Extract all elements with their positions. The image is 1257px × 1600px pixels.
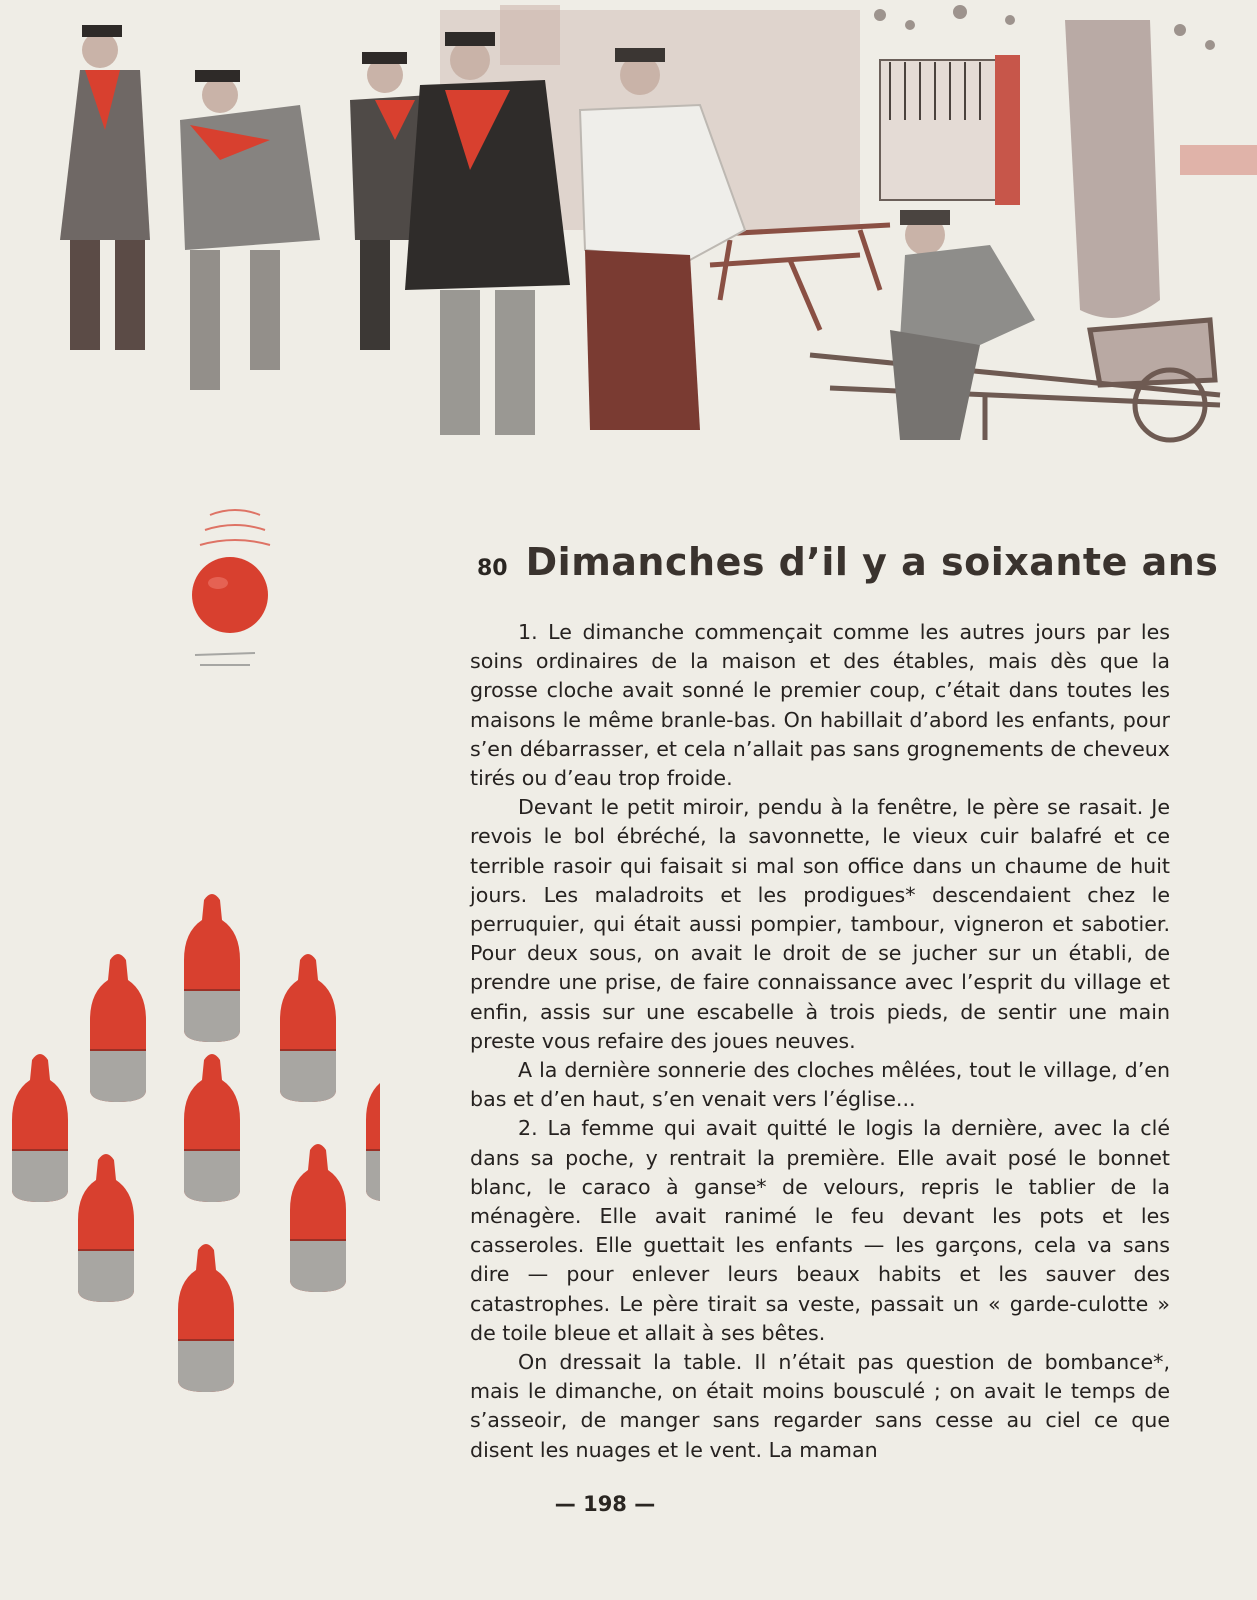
paragraph: A la dernière sonnerie des cloches mêlées, tout le village, d’en bas et d’en haut, s’en venait vers l’église...: [470, 1058, 1170, 1112]
paragraph: 2. La femme qui avait quitté le logis la dernière, avec la clé dans sa poche, y rentrait la première. Elle avait posé le bonnet blanc, le caraco à ganse* de velours, repris le tablier de la ménagère. Elle avait ranimé le feu devant les pots et les casseroles. Elle guettait les enfants — les garçons, cela va sans dire — pour enlever leurs beaux habits et les sauver des catastrophes. Le père tirait sa veste, passait un « garde-culotte » de toile bleue et allait à ses bêtes.: [470, 1116, 1170, 1345]
lesson-heading: [477, 540, 1219, 600]
lesson-number: 80: [477, 556, 508, 581]
paragraph: Devant le petit miroir, pendu à la fenêtre, le père se rasait. Je revois le bol ébréché, la savonnette, le vieux cuir balafré et ce terrible rasoir qui faisait si mal son office dans un chaume de huit jours. Les maladroits et les prodigues* descendaient chez le perruquier, qui était aussi pompier, tambour, vigneron et sabotier. Pour deux sous, on avait le droit de se jucher sur un établi, de prendre une prise, de faire connaissance avec l’esprit du village et enfin, assis sur une escabelle à trois pieds, de sentir une main preste vous refaire des joues neuves.: [470, 795, 1170, 1053]
bowling-scene-illustration: [0, 0, 1257, 480]
red-ball-illustration: [180, 495, 290, 695]
skittles-illustration: [0, 890, 380, 1420]
page-number: — 198 —: [554, 1492, 656, 1516]
paragraph: 1. Le dimanche commençait comme les autres jours par les soins ordinaires de la maison et des étables, mais dès que la grosse cloche avait sonné le premier coup, c’était dans toutes les maisons le même branle-bas. On habillait d’abord les enfants, pour s’en débarrasser, et cela n’allait pas sans grognements de cheveux tirés ou d’eau trop froide.: [470, 620, 1170, 791]
lesson-title: Dimanches d’il y a soixante ans: [525, 540, 1219, 584]
paragraph: On dressait la table. Il n’était pas question de bombance*, mais le dimanche, on était moins bousculé ; on avait le temps de s’asseoir, de manger sans regarder sans cesse au ciel ce que disent les nuages et le vent. La maman: [470, 1350, 1170, 1462]
lesson-text: [470, 618, 1170, 1465]
